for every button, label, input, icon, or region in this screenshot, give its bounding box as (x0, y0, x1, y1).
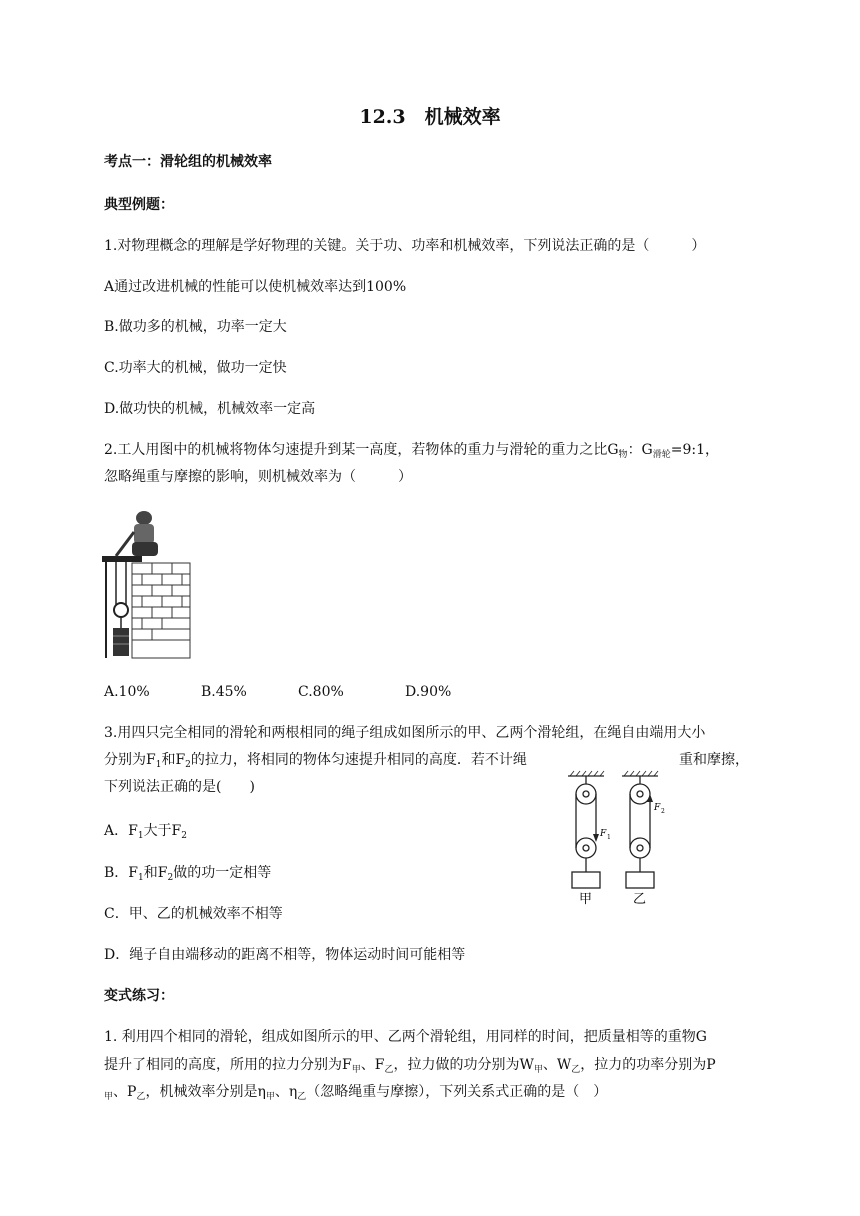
q2-option-a: A.10% (104, 684, 150, 700)
q3-option-b: B．$F_1$和$F_2$做的功一定相等 (104, 865, 272, 883)
q2-line2: 忽略绳重与摩擦的影响，则机械效率为（ ） (104, 469, 412, 485)
examples-heading: 典型例题： (104, 197, 174, 213)
q1-option-c: C.功率大的机械，做功一定快 (104, 360, 287, 376)
q3-option-c: C．甲、乙的机械效率不相等 (104, 906, 283, 922)
q2-line1: 2.工人用图中的机械将物体匀速提升到某一高度，若物体的重力与滑轮的重力之比$G_物$：$G_{滑轮}=9:1$， (104, 442, 720, 460)
q2-option-c: C.80% (298, 684, 344, 700)
practice-heading: 变式练习： (104, 988, 174, 1004)
f1-label: F (600, 829, 607, 839)
section-heading: 考点一：滑轮组的机械效率 (104, 154, 272, 170)
q3-line3: 下列说法正确的是( ) (104, 779, 255, 795)
q2-option-d: D.90% (405, 684, 452, 700)
p1-line2: 提升了相同的高度，所用的拉力分别为$F_甲$、$F_乙$，拉力做的功分别为$W_甲$、$W_乙$，拉力的功率分别为P (104, 1057, 716, 1075)
q1-option-a: A通过改进机械的性能可以使机械效率达到100% (104, 279, 407, 295)
q3-line2: 分别为$F_1$和$F_2$的拉力，将相同的物体匀速提升相同的高度．若不计绳 (104, 752, 527, 770)
p1-line1: 1. 利用四个相同的滑轮，组成如图所示的甲、乙两个滑轮组，用同样的时间，把质量相等的重物G (104, 1029, 707, 1045)
label-jia: 甲 (579, 892, 593, 905)
svg-text:2: 2 (661, 808, 665, 815)
p1-line3: $_甲$、$P_乙$，机械效率分别是$\eta_甲$、$\eta_乙$（忽略绳重与摩擦），下列关系式正确的是（ ） (104, 1084, 608, 1102)
q3-option-d: D．绳子自由端移动的距离不相等，物体运动时间可能相等 (104, 947, 466, 963)
q3-option-a: A．$F_1$大于$F_2$ (104, 823, 188, 841)
pulley-systems-figure (564, 770, 674, 905)
page-title: 12.3 机械效率 (359, 106, 501, 128)
q2-option-b: B.45% (201, 684, 247, 700)
q1-stem: 1.对物理概念的理解是学好物理的关键。关于功、功率和机械效率，下列说法正确的是（ ） (104, 238, 706, 254)
q3-line1: 3.用四只完全相同的滑轮和两根相同的绳子组成如图所示的甲、乙两个滑轮组，在绳自由端用大小 (104, 725, 706, 741)
label-yi: 乙 (633, 892, 647, 905)
q3-line2-end: 重和摩擦， (679, 752, 749, 768)
worker-pulley-figure (102, 508, 194, 660)
f2-label: F (654, 803, 661, 813)
q1-option-d: D.做功快的机械，机械效率一定高 (104, 401, 316, 417)
q1-option-b: B.做功多的机械，功率一定大 (104, 319, 287, 335)
svg-text:1: 1 (607, 834, 611, 841)
